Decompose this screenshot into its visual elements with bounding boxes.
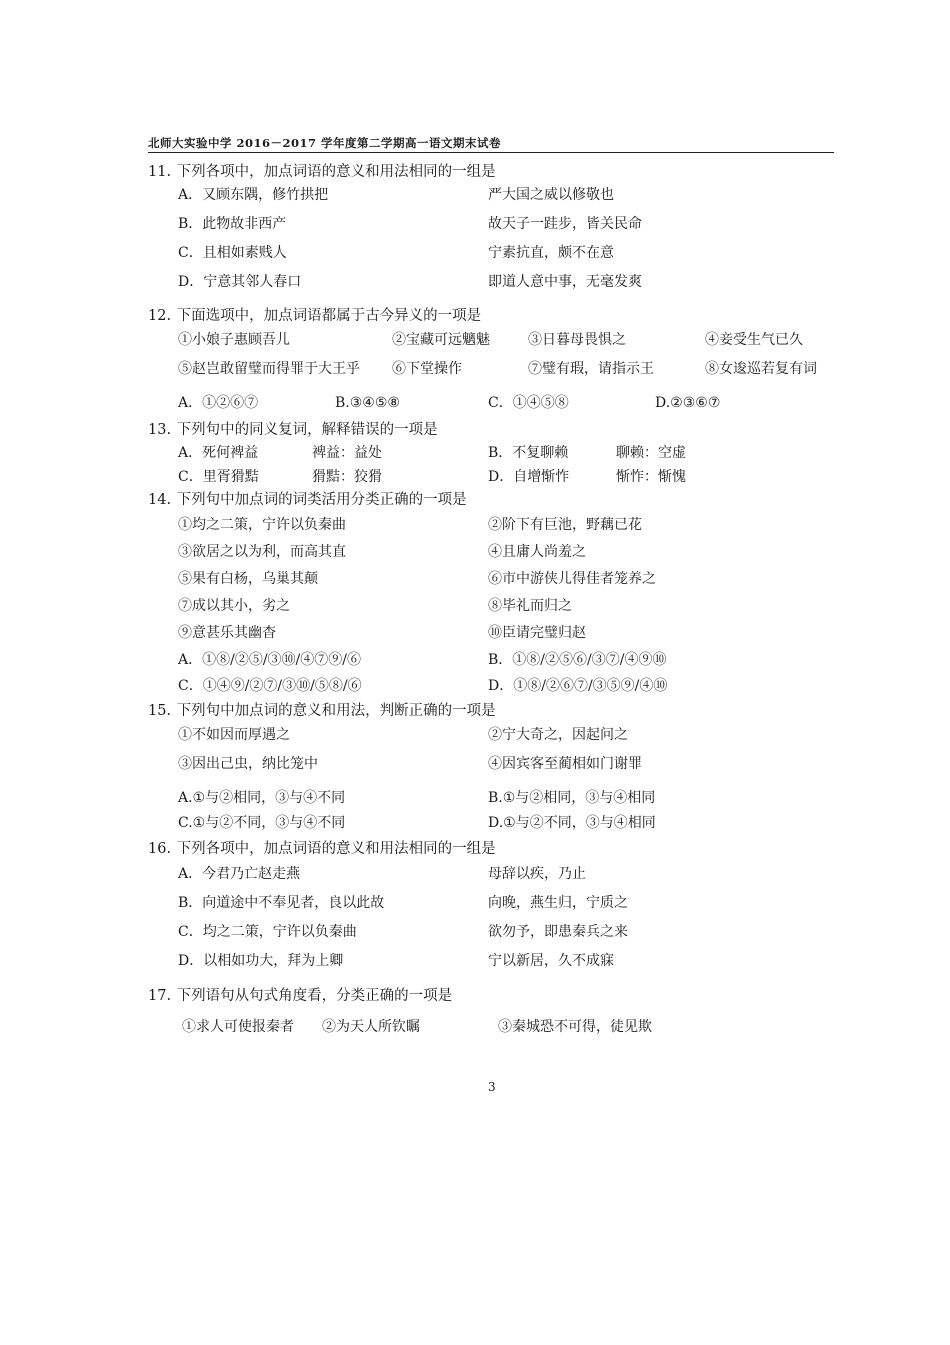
q11-option-b-right: 故天子一跬步，皆关民命 (488, 216, 642, 232)
q11-option-c-right: 宁素抗直，颇不在意 (488, 245, 614, 261)
question-text: 下列句中加点词的意义和用法，判断正确的一项是 (176, 703, 496, 719)
q11-option-d-right: 即道人意中事，无毫发爽 (488, 274, 642, 290)
q14-item-right: ④且庸人尚羞之 (488, 544, 586, 560)
question-text: 下列各项中，加点词语的意义和用法相同的一组是 (176, 164, 496, 180)
q16-option-c-right: 欲勿予，即患秦兵之来 (488, 924, 628, 940)
q14-option-a: A．①⑧/②⑤/③⑩/④⑦⑨/⑥ (178, 652, 361, 668)
q16-option-d-left: D．以相如功大，拜为上卿 (178, 953, 344, 969)
q15-item-1: ①不如因而厚遇之 (178, 727, 290, 743)
q13-option-b: B．不复聊赖 (488, 445, 569, 461)
q15-item-2: ②宁大奇之，因起问之 (488, 727, 628, 743)
header-title: 北师大实验中学 2016－2017 学年度第二学期高一语文期末试卷 (148, 136, 502, 150)
question-text: 下列句中加点词的词类活用分类正确的一项是 (176, 492, 467, 508)
q16-option-a-right: 母辞以疾，乃止 (488, 866, 586, 882)
q11-option-d-left: D．宁意其邻人春口 (178, 274, 302, 290)
q14-item-right: ②阶下有巨池，野藕已花 (488, 517, 642, 533)
q13-option-d-explain: 惭怍：惭愧 (616, 469, 686, 485)
q12-item-1: ①小娘子惠顾吾儿 (178, 332, 290, 348)
question-number: 14. (148, 492, 172, 508)
q12-option-d: D.②③⑥⑦ (655, 395, 721, 411)
question-number: 15. (148, 703, 172, 719)
question-13-stem (148, 421, 438, 439)
q16-option-b-right: 向晚，燕生归，宁质之 (488, 895, 628, 911)
question-number: 13. (148, 422, 172, 438)
q11-option-a-left: A．又顾东隅，修竹拱把 (178, 187, 329, 203)
q11-option-a-right: 严大国之威以修敬也 (488, 187, 614, 203)
question-15-stem (148, 702, 496, 720)
q14-item-right: ⑩臣请完璧归赵 (488, 625, 586, 641)
header-rule (148, 152, 834, 153)
q14-item-left: ⑦成以其小，劣之 (178, 598, 290, 614)
q16-option-a-left: A．今君乃亡赵走燕 (178, 866, 301, 882)
q14-item-left: ⑨意甚乐其幽杳 (178, 625, 276, 641)
q12-option-c: C．①④⑤⑧ (488, 395, 569, 411)
q16-option-d-right: 宁以新居，久不成寐 (488, 953, 614, 969)
q14-item-left: ①均之二策，宁许以负秦曲 (178, 517, 346, 533)
q13-option-c-explain: 猾黠：狡猾 (312, 469, 382, 485)
question-text: 下面选项中，加点词语都属于古今异义的一项是 (176, 308, 482, 324)
q14-option-d: D．①⑧/②⑥⑦/③⑤⑨/④⑩ (488, 678, 668, 694)
q13-option-a: A．死何裨益 (178, 445, 259, 461)
q15-option-c: C.①与②不同，③与④不同 (178, 815, 346, 831)
q17-item-3: ③秦城恐不可得，徒见欺 (498, 1019, 652, 1035)
q12-item-5: ⑤赵岂敢留璧而得罪于大王乎 (178, 361, 360, 377)
q17-item-2: ②为天人所钦瞩 (322, 1019, 420, 1035)
q14-item-left: ⑤果有白杨，乌巢其颠 (178, 571, 318, 587)
q17-item-1: ①求人可使报秦者 (182, 1019, 294, 1035)
page-number: 3 (488, 1080, 496, 1094)
question-16-stem (148, 840, 496, 858)
q15-item-3: ③因出己虫，纳比笼中 (178, 756, 318, 772)
question-17-stem (148, 987, 452, 1005)
q12-item-7: ⑦璧有瑕，请指示王 (528, 361, 654, 377)
q11-option-b-left: B．此物故非西产 (178, 216, 287, 232)
q14-item-right: ⑧毕礼而归之 (488, 598, 572, 614)
q16-option-c-left: C．均之二策，宁许以负秦曲 (178, 924, 357, 940)
question-14-stem (148, 491, 467, 509)
question-text: 下列句中的同义复词，解释错误的一项是 (176, 422, 438, 438)
q12-item-2: ②宝藏可远魑魅 (392, 332, 490, 348)
q16-option-b-left: B．向道途中不奉见者，良以此故 (178, 895, 385, 911)
question-number: 12. (148, 308, 172, 324)
q12-option-b: B.③④⑤⑧ (335, 395, 400, 411)
q13-option-c: C．里胥猾黠 (178, 469, 259, 485)
q15-option-a: A.①与②相同，③与④不同 (178, 790, 346, 806)
question-text: 下列语句从句式角度看，分类正确的一项是 (176, 988, 453, 1004)
q15-option-d: D.①与②不同，③与④相同 (488, 815, 656, 831)
q15-option-b: B.①与②相同，③与④相同 (488, 790, 656, 806)
q13-option-d: D．自增惭怍 (488, 469, 570, 485)
q13-option-b-explain: 聊赖：空虚 (616, 445, 686, 461)
q12-item-3: ③日暮母畏惧之 (528, 332, 626, 348)
q12-item-6: ⑥下堂操作 (392, 361, 462, 377)
q12-item-4: ④妾受生气已久 (705, 332, 803, 348)
question-text: 下列各项中，加点词语的意义和用法相同的一组是 (176, 841, 496, 857)
q12-item-8: ⑧女逡巡若复有词 (705, 361, 817, 377)
q15-item-4: ④因宾客至蔺相如门谢罪 (488, 756, 642, 772)
q12-option-a: A．①②⑥⑦ (178, 395, 259, 411)
q14-item-left: ③欲居之以为利，而高其直 (178, 544, 346, 560)
question-number: 11. (148, 164, 172, 180)
q13-option-a-explain: 裨益：益处 (312, 445, 382, 461)
question-12-stem (148, 307, 481, 325)
question-11-stem (148, 163, 496, 181)
page-header (148, 131, 834, 153)
question-number: 16. (148, 841, 172, 857)
question-number: 17. (148, 988, 172, 1004)
q14-option-c: C．①④⑨/②⑦/③⑩/⑤⑧/⑥ (178, 678, 362, 694)
q14-option-b: B．①⑧/②⑤⑥/③⑦/④⑨⑩ (488, 652, 667, 668)
q11-option-c-left: C．且相如素贱人 (178, 245, 287, 261)
q14-item-right: ⑥市中游侠儿得佳者笼养之 (488, 571, 656, 587)
